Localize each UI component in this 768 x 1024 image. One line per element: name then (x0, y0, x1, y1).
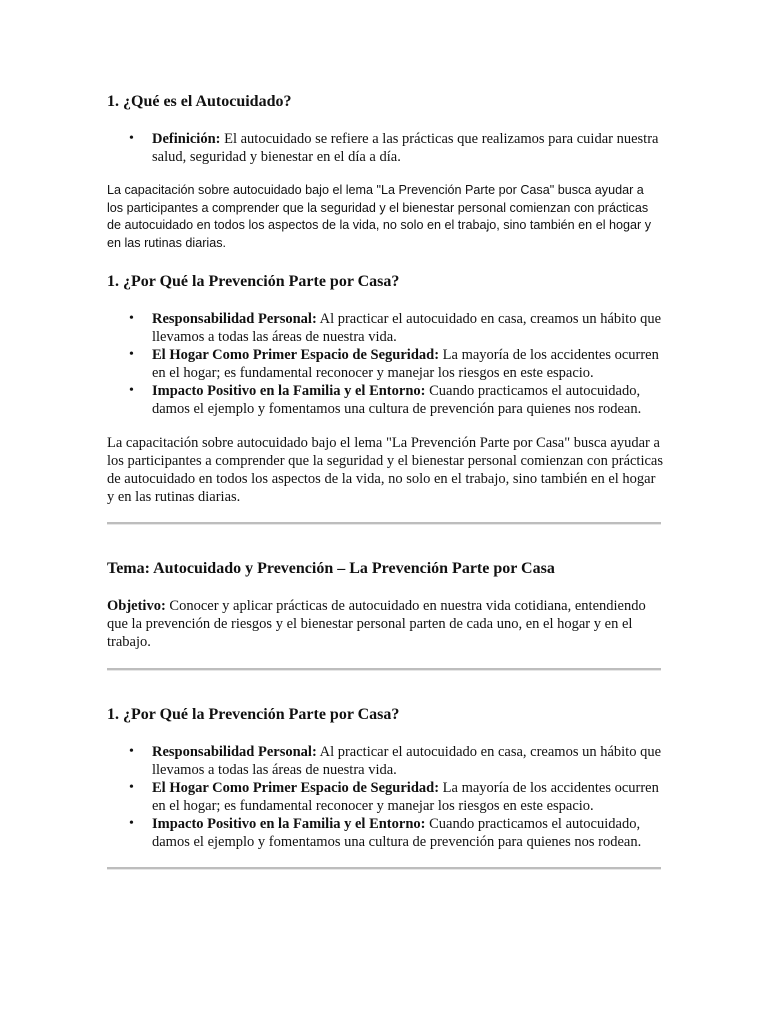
list-item (107, 310, 663, 346)
divider (107, 522, 661, 525)
reasons-list-2 (107, 743, 663, 851)
list-item (107, 779, 663, 815)
item-term: Impacto Positivo en la Familia y el Entorno: (152, 383, 426, 399)
item-term: Responsabilidad Personal: (152, 744, 317, 760)
item-term: El Hogar Como Primer Espacio de Seguridad: (152, 780, 440, 796)
intro-paragraph-sans: La capacitación sobre autocuidado bajo el lema "La Prevención Parte por Casa" busca ayudar a los participantes a comprender que la seguridad y el bienestar personal comienzan con prácticas de autocuidado en todos los aspectos de la vida, no solo en el trabajo, sino también en el hogar y en las rutinas diarias. (107, 183, 651, 250)
intro-paragraph-serif: La capacitación sobre autocuidado bajo el lema "La Prevención Parte por Casa" busca ayudar a los participantes a comprender que la seguridad y el bienestar personal comienzan con prácticas de autocuidado en todos los aspectos de la vida, no solo en el trabajo, sino también en el hogar y en las rutinas diarias. (107, 435, 664, 505)
item-text: La mayoría de los accidentes ocurren en el hogar; es fundamental reconocer y manejar los riesgos en este espacio. (152, 347, 659, 381)
item-term: Responsabilidad Personal: (152, 311, 317, 327)
item-text: Cuando practicamos el autocuidado, damos el ejemplo y fomentamos una cultura de prevención para quienes nos rodean. (152, 383, 642, 417)
list-item (107, 815, 663, 851)
list-item (107, 382, 663, 418)
item-term: Definición: (152, 131, 221, 147)
reasons-list-1 (107, 310, 663, 418)
item-text: Cuando practicamos el autocuidado, damos el ejemplo y fomentamos una cultura de prevención para quienes nos rodean. (152, 816, 642, 850)
divider (107, 668, 661, 671)
heading-por-que-prevencion-2: 1. ¿Por Qué la Prevención Parte por Casa? (107, 706, 400, 723)
item-term: El Hogar Como Primer Espacio de Seguridad: (152, 347, 440, 363)
list-item (107, 130, 663, 166)
item-term: Impacto Positivo en la Familia y el Entorno: (152, 816, 426, 832)
list-item (107, 346, 663, 382)
objetivo-label: Objetivo: (107, 598, 166, 614)
objetivo-text: Conocer y aplicar prácticas de autocuidado en nuestra vida cotidiana, entendiendo que la prevención de riesgos y el bienestar personal parten de cada uno, en el hogar y en el trabajo. (107, 598, 646, 650)
item-text: Al practicar el autocuidado en casa, creamos un hábito que llevamos a todas las áreas de nuestra vida. (152, 744, 662, 778)
item-text: La mayoría de los accidentes ocurren en el hogar; es fundamental reconocer y manejar los riesgos en este espacio. (152, 780, 659, 814)
heading-tema: Tema: Autocuidado y Prevención – La Prevención Parte por Casa (107, 560, 555, 577)
item-text: Al practicar el autocuidado en casa, creamos un hábito que llevamos a todas las áreas de nuestra vida. (152, 311, 662, 345)
objetivo-paragraph (107, 597, 663, 651)
item-text: El autocuidado se refiere a las prácticas que realizamos para cuidar nuestra salud, seguridad y bienestar en el día a día. (152, 131, 659, 165)
list-item (107, 743, 663, 779)
definition-list (107, 130, 663, 166)
divider (107, 867, 661, 870)
heading-por-que-prevencion-1: 1. ¿Por Qué la Prevención Parte por Casa? (107, 273, 400, 290)
heading-que-es-autocuidado: 1. ¿Qué es el Autocuidado? (107, 93, 292, 110)
